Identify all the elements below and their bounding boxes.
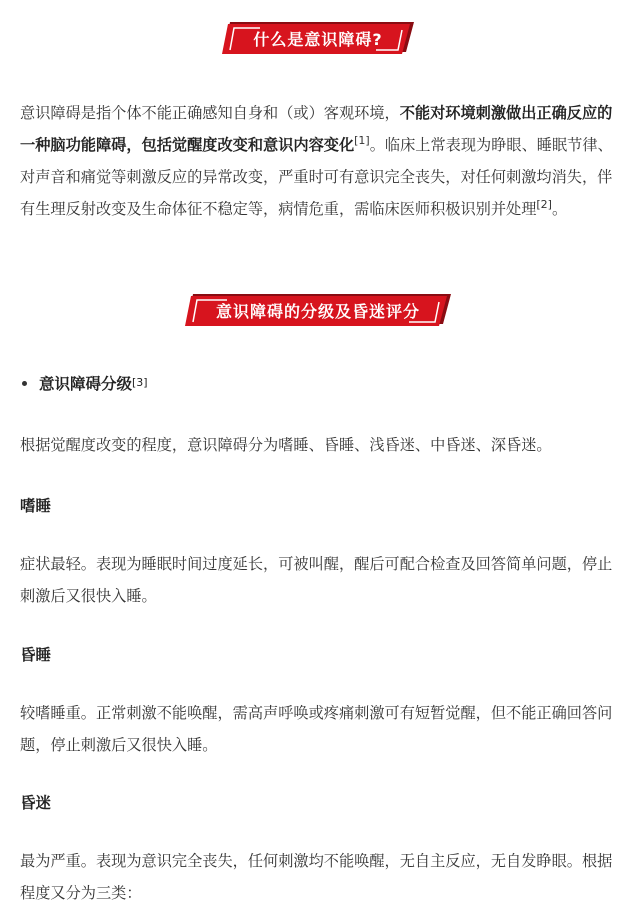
- definition-text-b: 。临床上常表现为睁眼、睡眠节律、对声音和痛觉等刺激反应的异常改变，严重时可有意识完全丧失，对任何刺激均消失，伴有生理反射改变及生命体征不稳定等，病情危重，需临床医师积极识别并处理: [20, 136, 613, 218]
- bullet-label: 意识障碍分级: [39, 375, 133, 393]
- reference-2-link[interactable]: [2]: [536, 198, 552, 211]
- grading-intro: 根据觉醒度改变的程度，意识障碍分为嗜睡、昏睡、浅昏迷、中昏迷、深昏迷。: [20, 436, 552, 454]
- definition-bold-text: 不能对环境刺激做出正确反应的一种脑功能障碍，包括觉醒度改变和意识内容变化: [20, 104, 613, 154]
- level-text-drowsiness: 症状最轻。表现为睡眠时间过度延长，可被叫醒，醒后可配合检查及回答简单问题，停止刺激后又很快入睡。: [20, 555, 613, 605]
- level-title-stupor: 昏睡: [20, 646, 52, 664]
- grading-bullet: 意识障碍分级 [3]: [22, 372, 148, 394]
- definition-text-end: 。: [551, 200, 568, 218]
- banner-title: 意识障碍的分级及昏迷评分: [215, 301, 420, 321]
- definition-text-a: 意识障碍是指个体不能正确感知自身和（或）客观环境，: [20, 104, 400, 122]
- bullet-dot-icon: [22, 381, 27, 386]
- banner-ribbon: [220, 20, 416, 56]
- section-banner-grading: [183, 292, 453, 328]
- level-text-stupor: 较嗜睡重。正常刺激不能唤醒，需高声呼唤或疼痛刺激可有短暂觉醒，但不能正确回答问题，停止刺激后又很快入睡。: [20, 704, 613, 754]
- banner-title: 什么是意识障碍?: [253, 29, 383, 49]
- reference-1-link[interactable]: [1]: [354, 134, 370, 147]
- section-banner-what-is: [220, 20, 416, 56]
- level-title-coma: 昏迷: [20, 794, 52, 812]
- banner-ribbon: [183, 292, 453, 328]
- definition-paragraph: [20, 97, 618, 225]
- level-text-coma: 最为严重。表现为意识完全丧失，任何刺激均不能唤醒，无自主反应，无自发睁眼。根据程度又分为三类：: [20, 852, 613, 902]
- level-title-drowsiness: 嗜睡: [20, 497, 52, 515]
